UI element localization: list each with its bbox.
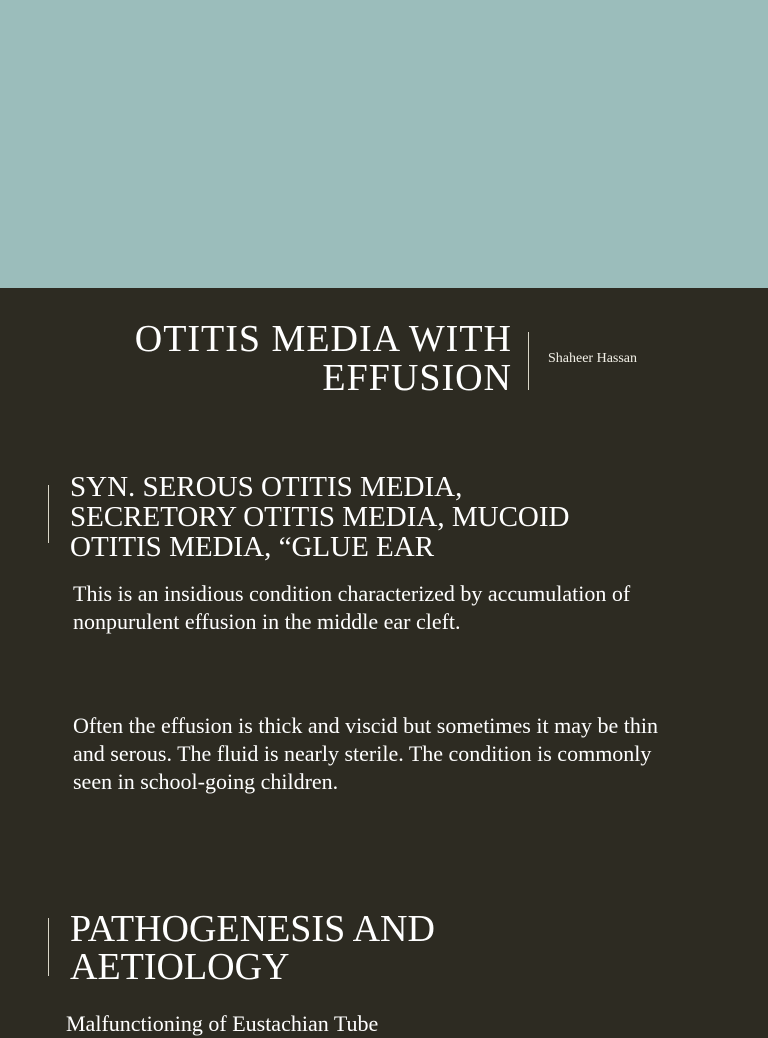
synonyms-heading-line-2: SECRETORY OTITIS MEDIA, MUCOID — [70, 501, 570, 533]
section-accent-bar — [48, 485, 49, 543]
pathogenesis-heading-line-1: PATHOGENESIS AND — [70, 908, 435, 950]
section-accent-bar — [48, 918, 49, 976]
title-divider — [528, 332, 529, 390]
top-accent-band — [0, 0, 768, 288]
author-name: Shaheer Hassan — [548, 351, 638, 366]
definition-paragraph: This is an insidious condition characterized by accumulation of nonpurulent effusion in the middle ear cleft. — [73, 581, 631, 634]
pathogenesis-heading-line-2: AETIOLOGY — [70, 946, 290, 988]
pathogenesis-first-item: Malfunctioning of Eustachian Tube — [66, 1011, 379, 1036]
description-paragraph: Often the effusion is thick and viscid but sometimes it may be thin and serous. The fluid is nearly sterile. The condition is commonly seen in school-going children. — [73, 713, 658, 794]
pathogenesis-heading — [70, 910, 670, 986]
slide-title — [72, 320, 512, 398]
slide-title-line-2: EFFUSION — [322, 357, 512, 399]
synonyms-heading-line-1: SYN. SEROUS OTITIS MEDIA, — [70, 471, 463, 503]
synonyms-heading-line-3: OTITIS MEDIA, “GLUE EAR — [70, 531, 435, 563]
synonyms-heading — [70, 472, 670, 562]
slide-title-line-1: OTITIS MEDIA WITH — [134, 318, 512, 360]
